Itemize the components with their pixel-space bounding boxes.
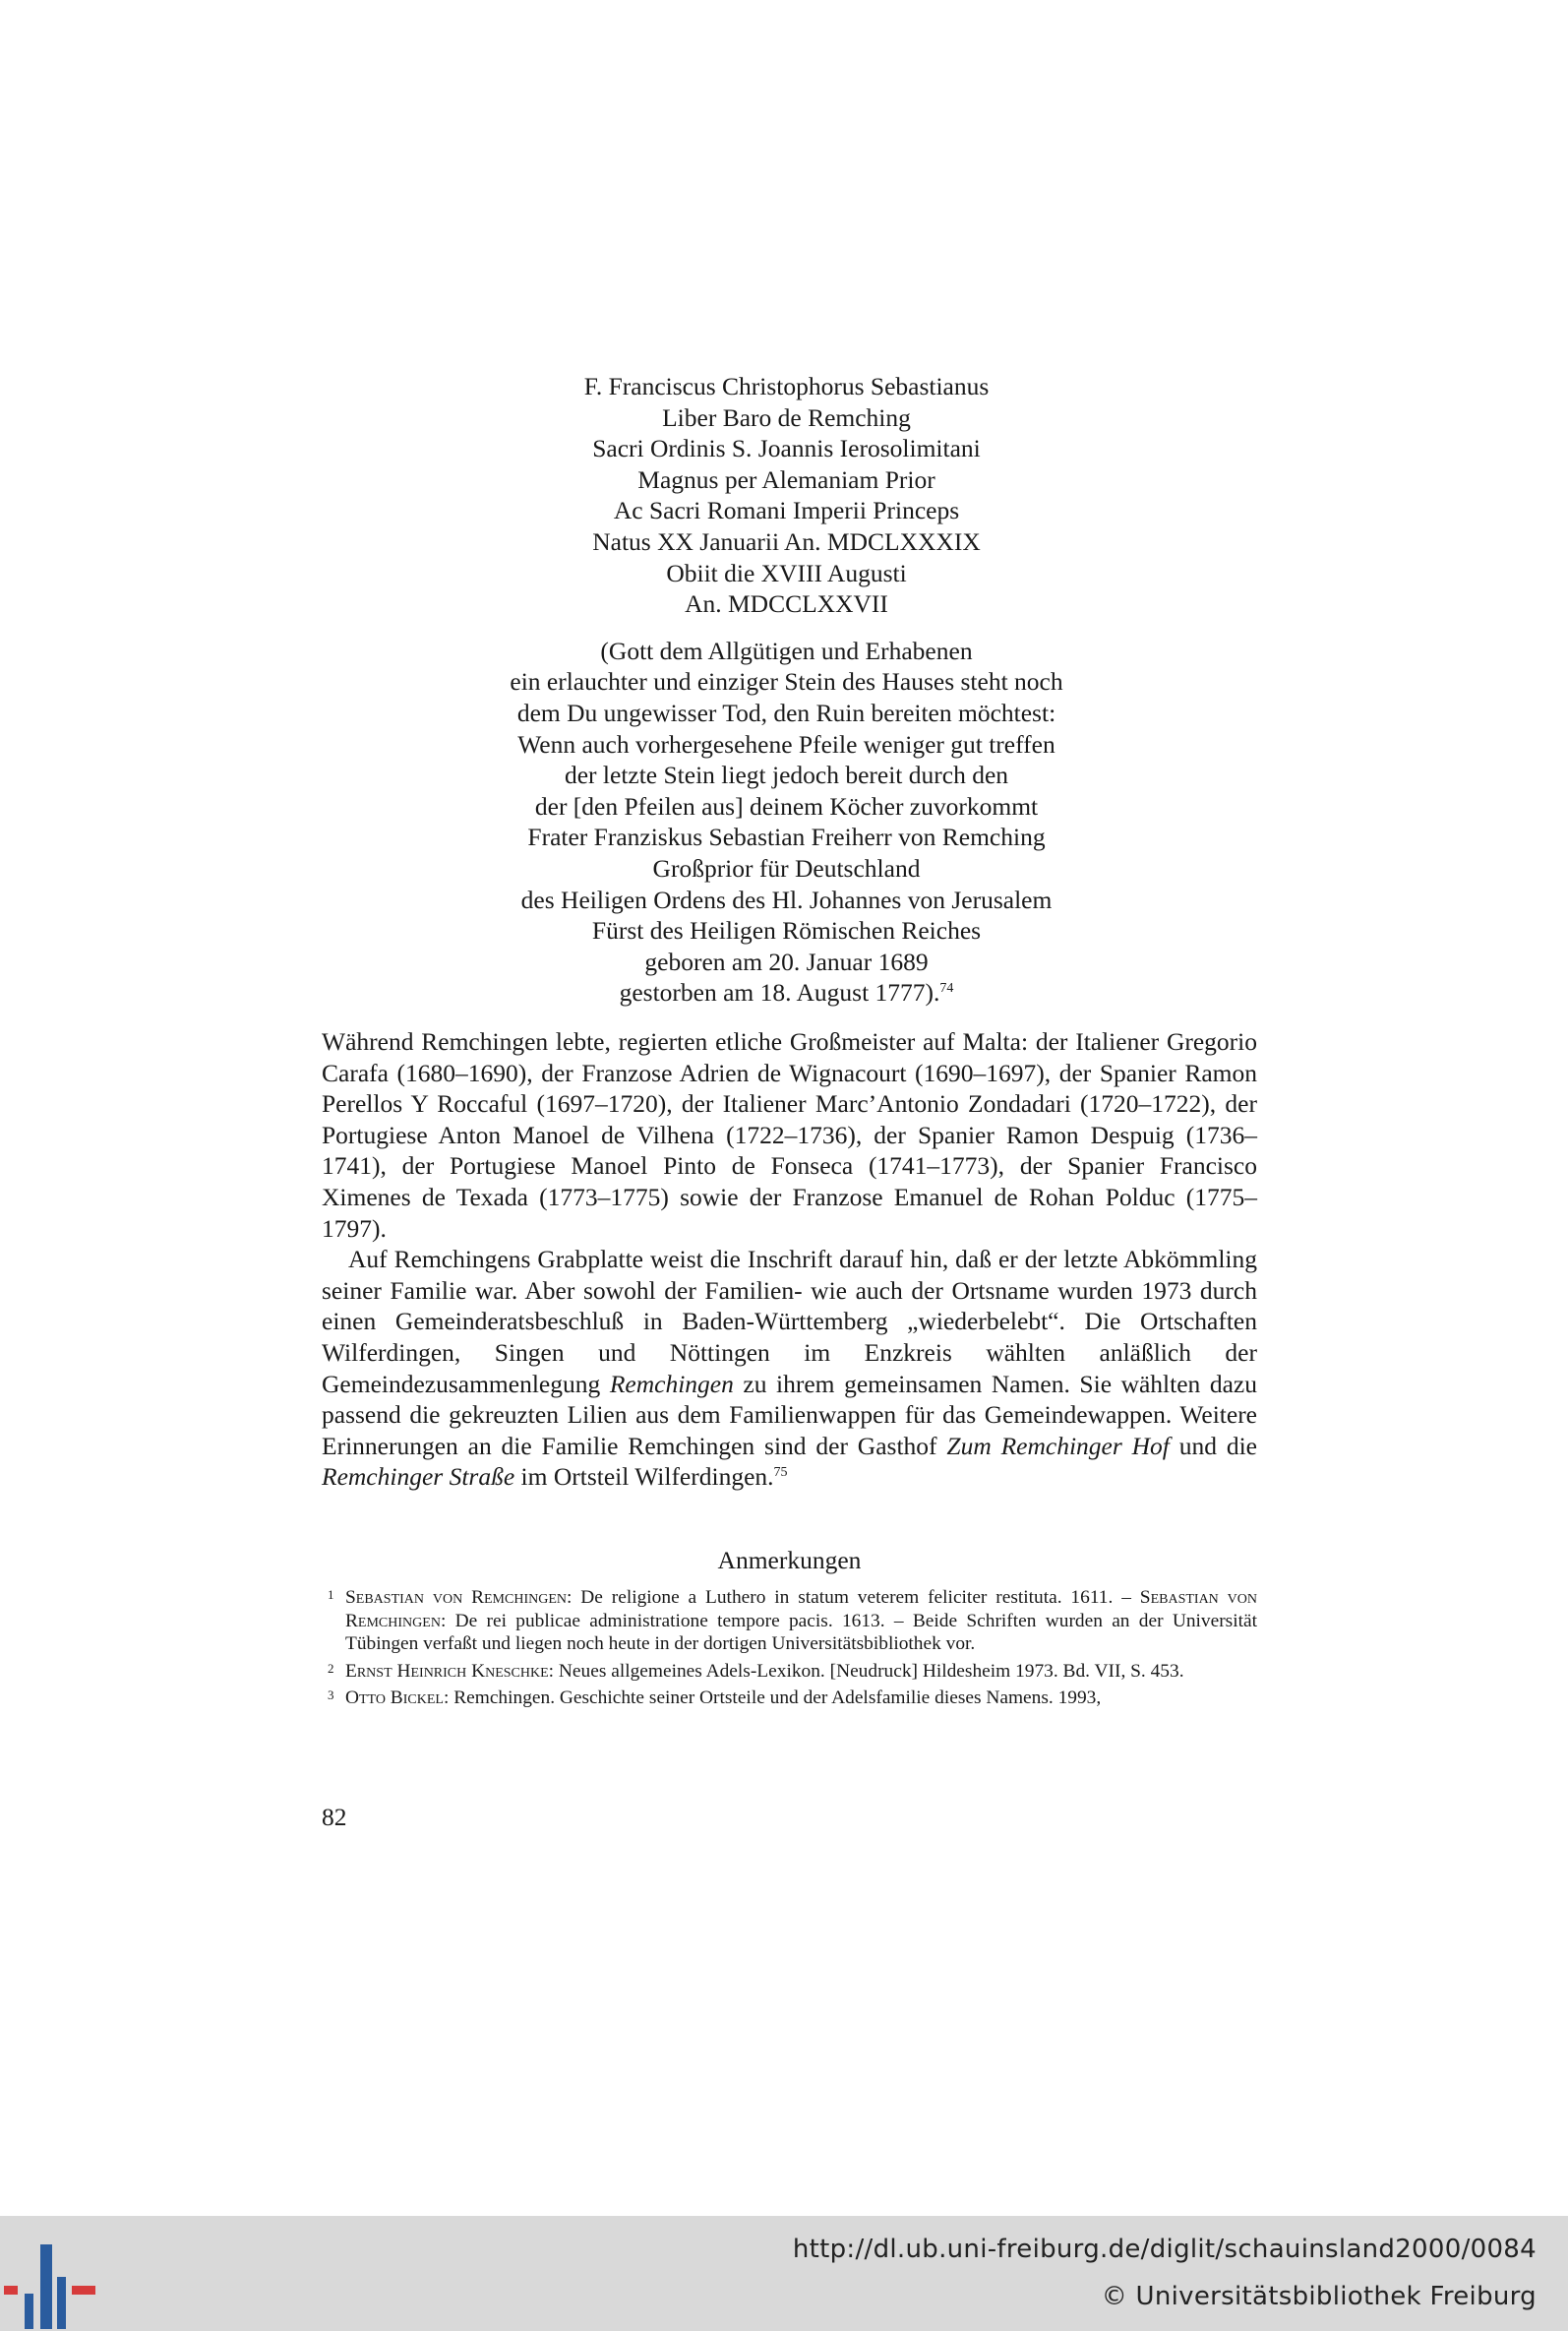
- italic-place-name: Remchingen: [609, 1369, 734, 1398]
- copyright-notice: © Universitätsbibliothek Freiburg: [1101, 2282, 1537, 2311]
- translation-line: Fürst des Heiligen Römischen Reiches: [591, 916, 982, 946]
- footnote-item: [322, 1660, 1257, 1684]
- footnote-text: : Remchingen. Geschichte seiner Ortsteile und der Adelsfamilie dieses Namens. 1993,: [443, 1687, 1102, 1709]
- text-run: Auf Remchingens Grabplatte weist die Inschrift darauf hin, daß er der letzte Abkömmling seiner Familie war. Aber sowohl der Familien- wie auch der Ortsname wurden 1973 durch einen Gemeinderatsbeschluß in Baden-Württemberg „wiederbelebt“. Die Ortschaften Wilferdingen, Singen und Nöttingen im Enzkreis wählten anläßlich der Gemeindezusammenlegung: [322, 1245, 1257, 1398]
- text-run: zu ihrem gemeinsamen Namen. Sie wählten dazu passend die gekreuzten Lilien aus dem Familienwappen für das Gemeindewappen. Weitere Erinnerungen an die Familie Remchingen sind der Gasthof: [322, 1369, 1257, 1460]
- footnote-item: [322, 1687, 1257, 1710]
- footnote-text: : De rei publicae administratione tempore pacis. 1613. – Beide Schriften wurden an der Universität Tübingen verfaßt und liegen noch heute in der dortigen Universitätsbibliothek vor.: [345, 1610, 1257, 1655]
- page-number: 82: [322, 1803, 347, 1831]
- ub-freiburg-logo-icon: [0, 2240, 98, 2329]
- translation-line: der letzte Stein liegt jedoch bereit durch den: [564, 761, 1009, 790]
- translation-line: geboren am 20. Januar 1689: [644, 947, 929, 976]
- footnote-author: Sebastian von Remchingen: [345, 1587, 568, 1608]
- translation-line: Wenn auch vorhergesehene Pfeile weniger gut treffen: [517, 729, 1055, 759]
- inscription-line: Obiit die XVIII Augusti: [666, 558, 907, 587]
- translation-line: Großprior für Deutschland: [652, 853, 921, 883]
- paragraph-grand-masters: Während Remchingen lebte, regierten etliche Großmeister auf Malta: der Italiener Gregorio Carafa (1680–1690), der Franzose Adrien de Wignacourt (1690–1697), der Spanier Ramon Perellos Y Roccaful (1697–1720), der Italiener Marc’Antonio Zondadari (1720–1722), der Portugiese Anton Manoel de Vilhena (1722–1736), der Spanier Ramon Despuig (1736–1741), der Portugiese Manoel Pinto de Fonseca (1741–1773), der Spanier Francisco Ximenes de Texada (1773–1775) sowie der Franzose Emanuel de Rohan Polduc (1775–1797).: [322, 1027, 1257, 1243]
- footnote-author: Otto Bickel: [345, 1687, 444, 1709]
- inscription-line: Magnus per Alemaniam Prior: [637, 464, 935, 494]
- footnote-author: Ernst Heinrich Kneschke: [345, 1660, 549, 1682]
- footnote-author: Sebastian von Remchingen: [345, 1587, 1257, 1631]
- latin-inscription: [322, 371, 1251, 620]
- epitaph-inscription: [322, 371, 1251, 1009]
- footnote-number: 1: [328, 1587, 334, 1602]
- source-url-link[interactable]: http://dl.ub.uni-freiburg.de/diglit/schauinsland2000/0084: [792, 2235, 1537, 2264]
- inscription-line: Sacri Ordinis S. Joannis Ierosolimitani: [592, 434, 981, 463]
- italic-street-name: Remchinger Straße: [322, 1462, 515, 1492]
- translation-line: der [den Pfeilen aus] deinem Köcher zuvorkommt: [534, 791, 1039, 821]
- footnote-ref: 75: [773, 1465, 788, 1481]
- inscription-line: Natus XX Januarii An. MDCLXXXIX: [592, 526, 981, 556]
- text-run: und die: [1169, 1431, 1257, 1460]
- footnote-item: [322, 1586, 1257, 1656]
- footnote-number: 3: [328, 1687, 334, 1703]
- translation-line: des Heiligen Ordens des Hl. Johannes von Jerusalem: [520, 885, 1053, 914]
- translation-line: ein erlauchter und einziger Stein des Hauses steht noch: [510, 667, 1063, 697]
- inscription-line: An. MDCCLXXVII: [685, 589, 888, 619]
- translation-line: dem Du ungewisser Tod, den Ruin bereiten möchtest:: [516, 698, 1056, 727]
- footer-bar: [0, 2216, 1568, 2331]
- paragraph-remchingen-legacy: [322, 1244, 1257, 1493]
- translation-line: (Gott dem Allgütigen und Erhabenen: [600, 636, 973, 665]
- footnote-number: 2: [328, 1660, 334, 1676]
- text-run: im Ortsteil Wilferdingen.: [514, 1462, 774, 1492]
- footnote-ref: 74: [939, 981, 954, 997]
- inscription-line: Ac Sacri Romani Imperii Princeps: [613, 496, 960, 525]
- footnote-text: : Neues allgemeines Adels-Lexikon. [Neudruck] Hildesheim 1973. Bd. VII, S. 453.: [548, 1660, 1184, 1682]
- notes-heading: Anmerkungen: [717, 1546, 862, 1574]
- translation-line: [322, 977, 1251, 1009]
- german-translation: [322, 636, 1251, 1009]
- body-text: [322, 1026, 1257, 1493]
- translation-last-text: gestorben am 18. August 1777).: [619, 978, 940, 1008]
- inscription-line: Liber Baro de Remching: [662, 402, 911, 432]
- translation-line: Frater Franziskus Sebastian Freiherr von Remching: [527, 823, 1046, 852]
- footnotes-list: [322, 1586, 1257, 1714]
- footnote-text: : De religione a Luthero in statum veterem feliciter restituta. 1611. –: [567, 1587, 1140, 1608]
- inscription-line: F. Franciscus Christophorus Sebastianus: [583, 372, 990, 400]
- italic-inn-name: Zum Remchinger Hof: [946, 1431, 1170, 1460]
